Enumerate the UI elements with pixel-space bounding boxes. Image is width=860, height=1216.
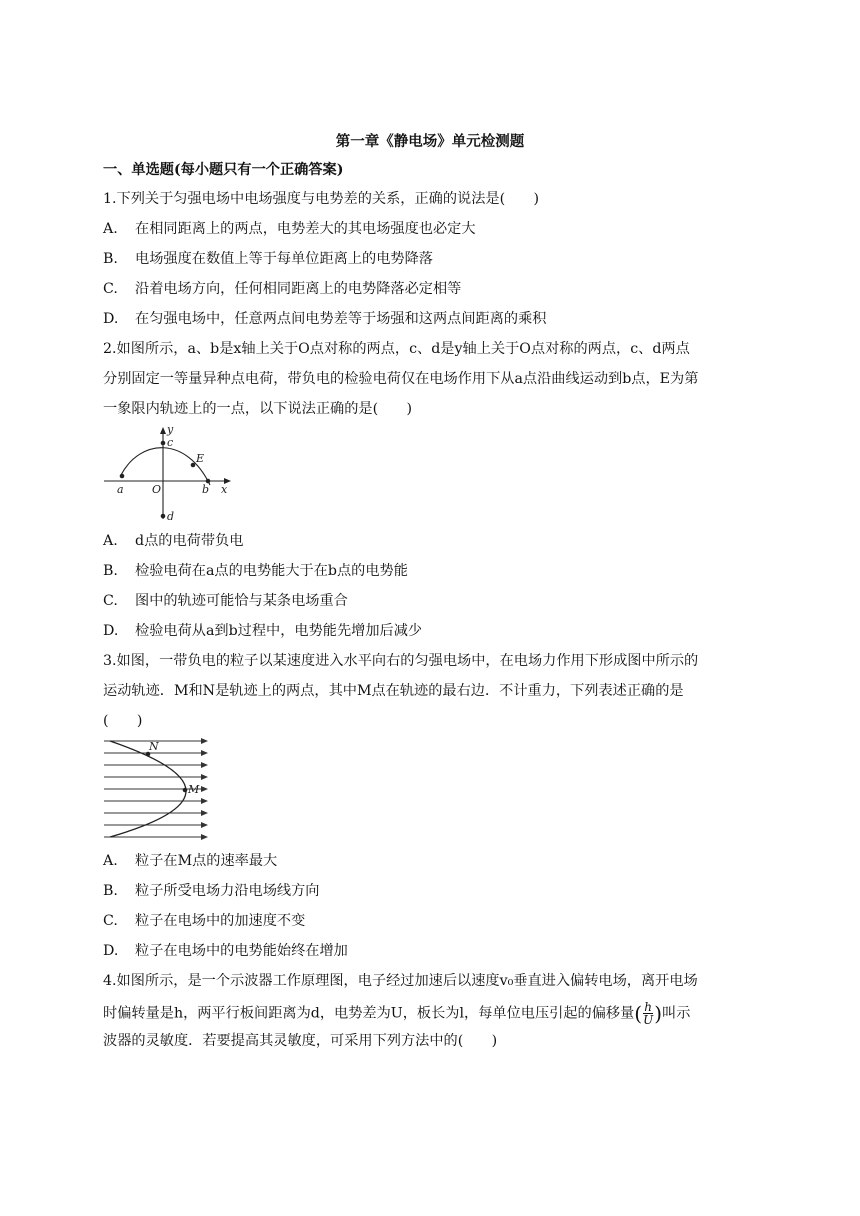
option-text: 粒子在M点的速率最大 <box>135 853 278 869</box>
arrow-right-icon <box>201 738 208 744</box>
fraction-denominator: U <box>643 1013 654 1027</box>
section-heading: 一、单选题(每小题只有一个正确答案) <box>103 162 344 178</box>
point-c <box>161 441 166 446</box>
option-key: A. <box>103 533 118 549</box>
q3-stem-line-3: ( ) <box>103 713 143 729</box>
option-key: C. <box>103 281 118 297</box>
q2-option-b <box>103 561 763 581</box>
q2-option-c <box>103 591 763 611</box>
label-b: b <box>202 483 210 496</box>
q2-stem-line-1: 2.如图所示，a、b是x轴上关于O点对称的两点，c、d是y轴上关于O点对称的两点，c、d两点 <box>103 341 690 357</box>
paren-close: ) <box>654 1001 663 1026</box>
q4-stem-line-1: 4.如图所示，是一个示波器工作原理图，电子经过加速后以速度v₀垂直进入偏转电场，离开电场 <box>103 973 698 989</box>
q2-figure <box>100 423 240 523</box>
option-key: A. <box>103 221 118 237</box>
option-text: 在相同距离上的两点，电势差大的其电场强度也必定大 <box>135 221 476 237</box>
q3-option-c <box>103 911 763 931</box>
option-text: 粒子在电场中的加速度不变 <box>135 913 306 929</box>
arrow-right-icon <box>201 774 208 780</box>
label-a: a <box>117 483 124 496</box>
q1-option-a <box>103 219 763 239</box>
option-key: B. <box>103 563 118 579</box>
option-key: D. <box>103 311 119 327</box>
option-text: 粒子所受电场力沿电场线方向 <box>135 883 320 899</box>
label-c: c <box>167 436 174 449</box>
q3-option-d <box>103 941 763 961</box>
q3-stem-line-1: 3.如图，一带负电的粒子以某速度进入水平向右的匀强电场中，在电场力作用下形成图中所示的 <box>103 653 699 669</box>
option-text: 检验电荷在a点的电势能大于在b点的电势能 <box>135 563 408 579</box>
label-n: N <box>149 740 159 753</box>
label-y: y <box>167 423 174 436</box>
option-text: 电场强度在数值上等于每单位距离上的电势降落 <box>135 251 433 267</box>
option-text: 图中的轨迹可能恰与某条电场重合 <box>135 593 348 609</box>
q4-line2-tail: 叫示 <box>662 1005 691 1022</box>
sensitivity-fraction <box>643 1001 653 1026</box>
document-title: 第一章《静电场》单元检测题 <box>335 133 525 150</box>
q4-line2-text: 时偏转量是h，两平行板间距离为d，电势差为U，板长为l，每单位电压引起的偏移量 <box>103 1005 635 1022</box>
q1-option-d <box>103 309 763 329</box>
arrow-right-icon <box>201 762 208 768</box>
point-d <box>161 514 166 519</box>
q4-stem-line-3: 波器的灵敏度．若要提高其灵敏度，可采用下列方法中的( ) <box>103 1033 498 1049</box>
option-text: 沿着电场方向，任何相同距离上的电势降落必定相等 <box>135 281 462 297</box>
q2-stem-line-3: 一象限内轨迹上的一点，以下说法正确的是( ) <box>103 401 413 417</box>
y-arrow-icon <box>160 427 166 434</box>
paren-open: ( <box>634 1001 643 1026</box>
label-m: M <box>188 783 200 796</box>
q2-stem-line-2: 分别固定一等量异种点电荷，带负电的检验电荷仅在电场作用下从a点沿曲线运动到b点，E为第 <box>103 371 699 387</box>
point-m <box>183 788 188 793</box>
option-key: D. <box>103 623 119 639</box>
q4-stem-line-2 <box>103 1001 763 1026</box>
fraction-numerator: h <box>644 1000 653 1014</box>
option-key: B. <box>103 251 118 267</box>
point-e <box>191 463 196 468</box>
option-key: B. <box>103 883 118 899</box>
label-e: E <box>196 452 205 465</box>
arrow-right-icon <box>201 822 208 828</box>
option-text: 检验电荷从a到b过程中，电势能先增加后减少 <box>135 623 423 639</box>
arrow-right-icon <box>201 786 208 792</box>
q2-option-d <box>103 621 763 641</box>
q3-stem-line-2: 运动轨迹．M和N是轨迹上的两点，其中M点在轨迹的最右边．不计重力，下列表述正确的是 <box>103 683 684 699</box>
option-key: A. <box>103 853 118 869</box>
arrow-right-icon <box>201 834 208 840</box>
label-x: x <box>221 483 228 496</box>
arrow-right-icon <box>201 810 208 816</box>
q3-option-a <box>103 851 763 871</box>
q3-option-b <box>103 881 763 901</box>
option-key: D. <box>103 943 119 959</box>
option-key: C. <box>103 593 118 609</box>
q1-stem: 1.下列关于匀强电场中电场强度与电势差的关系，正确的说法是( ) <box>103 191 540 207</box>
option-text: d点的电荷带负电 <box>135 533 244 549</box>
option-text: 在匀强电场中，任意两点间电势差等于场强和这两点间距离的乘积 <box>135 311 547 327</box>
q1-option-c <box>103 279 763 299</box>
q1-option-b <box>103 249 763 269</box>
arrow-right-icon <box>201 750 208 756</box>
label-d: d <box>167 510 175 523</box>
point-a <box>120 474 125 479</box>
option-text: 粒子在电场中的电势能始终在增加 <box>135 943 348 959</box>
arrow-right-icon <box>201 798 208 804</box>
label-o: O <box>152 483 162 496</box>
q2-option-a <box>103 531 763 551</box>
option-key: C. <box>103 913 118 929</box>
q3-figure <box>100 735 212 841</box>
